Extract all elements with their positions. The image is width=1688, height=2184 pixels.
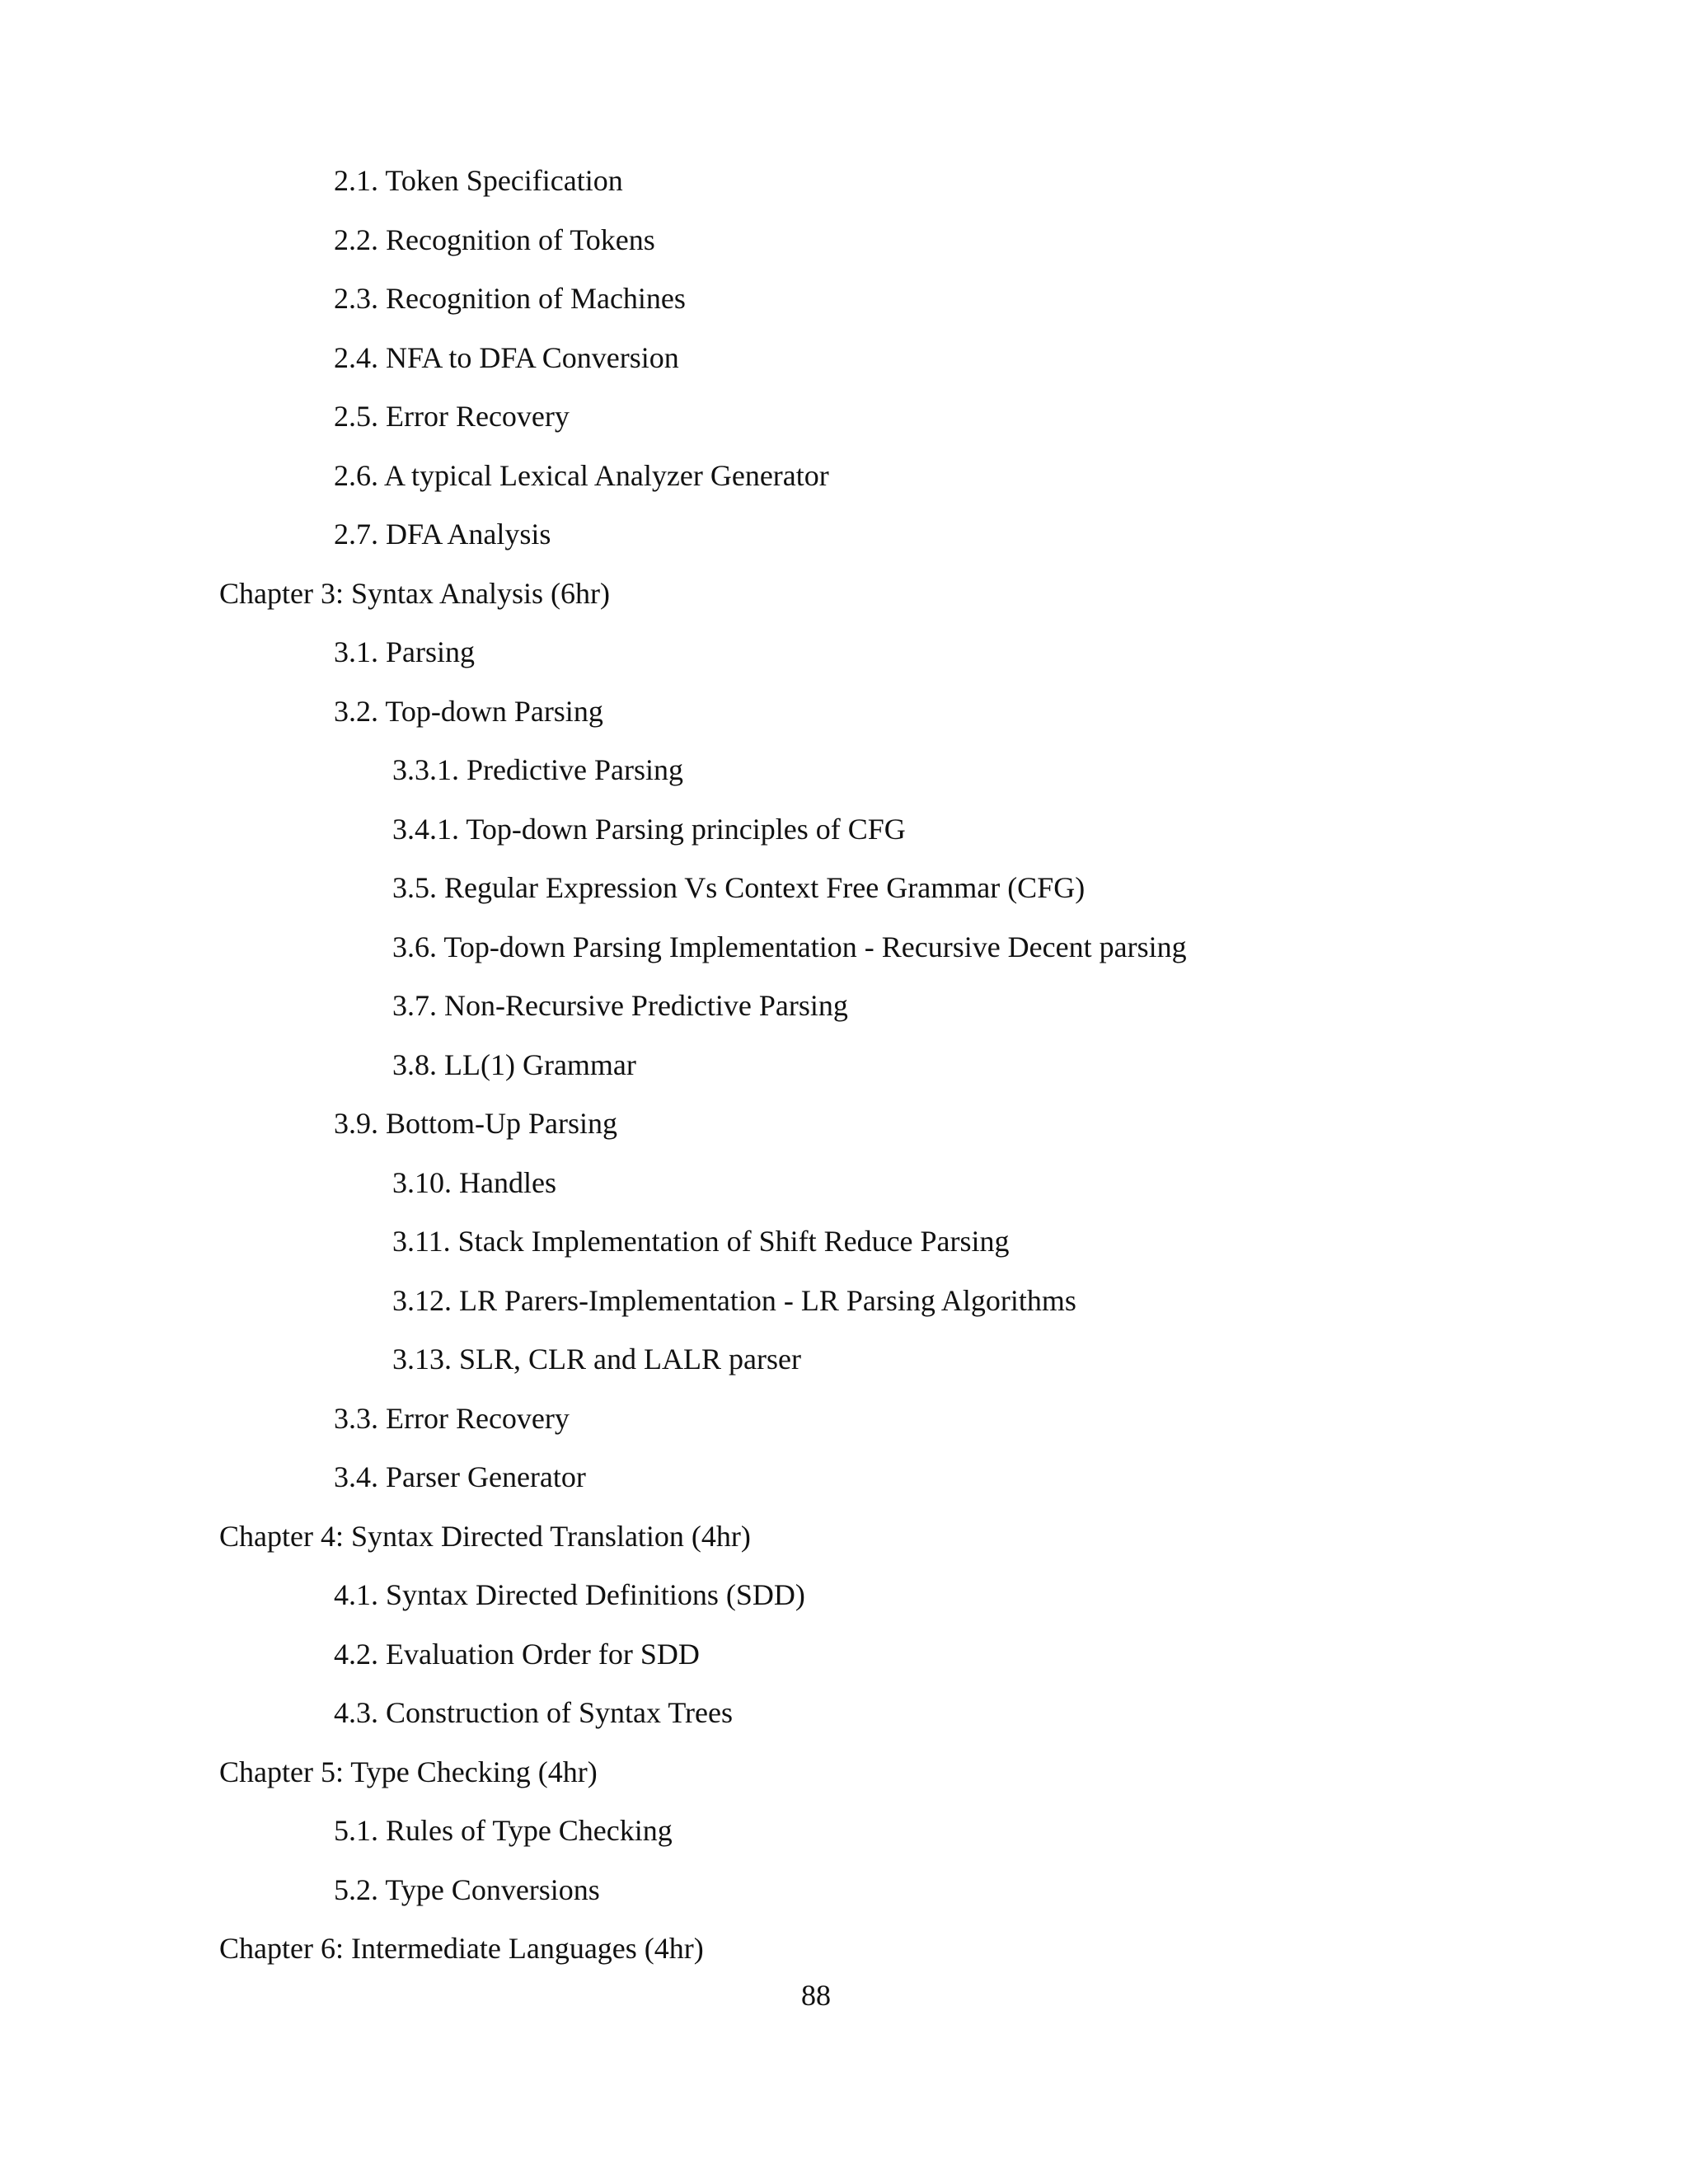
toc-entry: 3.10. Handles bbox=[392, 1166, 556, 1199]
toc-entry: 5.2. Type Conversions bbox=[334, 1873, 600, 1906]
toc-entry: 2.7. DFA Analysis bbox=[334, 518, 551, 551]
page-number: 88 bbox=[801, 1979, 831, 2012]
toc-entry: 3.2. Top-down Parsing bbox=[334, 695, 603, 728]
toc-entry: 2.4. NFA to DFA Conversion bbox=[334, 341, 679, 374]
toc-entry: 2.2. Recognition of Tokens bbox=[334, 223, 655, 256]
toc-entry: 3.7. Non-Recursive Predictive Parsing bbox=[392, 989, 848, 1022]
toc-entry: 3.3.1. Predictive Parsing bbox=[392, 753, 683, 786]
toc-entry: 2.1. Token Specification bbox=[334, 164, 623, 197]
toc-entry: 4.3. Construction of Syntax Trees bbox=[334, 1696, 734, 1729]
toc-entry: 2.3. Recognition of Machines bbox=[334, 282, 686, 315]
toc-entry: 5.1. Rules of Type Checking bbox=[334, 1814, 673, 1847]
toc-entry: 3.5. Regular Expression Vs Context Free Grammar (CFG) bbox=[392, 871, 1085, 904]
chapter-heading: Chapter 3: Syntax Analysis (6hr) bbox=[219, 577, 610, 610]
toc-entry: 3.1. Parsing bbox=[334, 635, 475, 668]
toc-entry: 2.5. Error Recovery bbox=[334, 400, 570, 433]
toc-entry: 3.6. Top-down Parsing Implementation - Recursive Decent parsing bbox=[392, 930, 1187, 963]
toc-entry: 3.9. Bottom-Up Parsing bbox=[334, 1107, 618, 1140]
chapter-heading: Chapter 5: Type Checking (4hr) bbox=[219, 1755, 598, 1788]
toc-entry: 3.4.1. Top-down Parsing principles of CFG bbox=[392, 813, 906, 846]
chapter-heading: Chapter 4: Syntax Directed Translation (4hr) bbox=[219, 1520, 751, 1553]
toc-entry: 4.1. Syntax Directed Definitions (SDD) bbox=[334, 1578, 805, 1611]
toc-entry: 3.11. Stack Implementation of Shift Reduce Parsing bbox=[392, 1225, 1010, 1258]
toc-entry: 3.4. Parser Generator bbox=[334, 1460, 586, 1493]
toc-entry: 3.3. Error Recovery bbox=[334, 1402, 570, 1435]
toc-entry: 2.6. A typical Lexical Analyzer Generator bbox=[334, 459, 829, 492]
toc-entry: 3.13. SLR, CLR and LALR parser bbox=[392, 1343, 801, 1376]
toc-entry: 4.2. Evaluation Order for SDD bbox=[334, 1638, 700, 1671]
toc-entry: 3.12. LR Parers-Implementation - LR Parsing Algorithms bbox=[392, 1284, 1076, 1317]
chapter-heading: Chapter 6: Intermediate Languages (4hr) bbox=[219, 1932, 704, 1965]
toc-entry: 3.8. LL(1) Grammar bbox=[392, 1048, 636, 1081]
